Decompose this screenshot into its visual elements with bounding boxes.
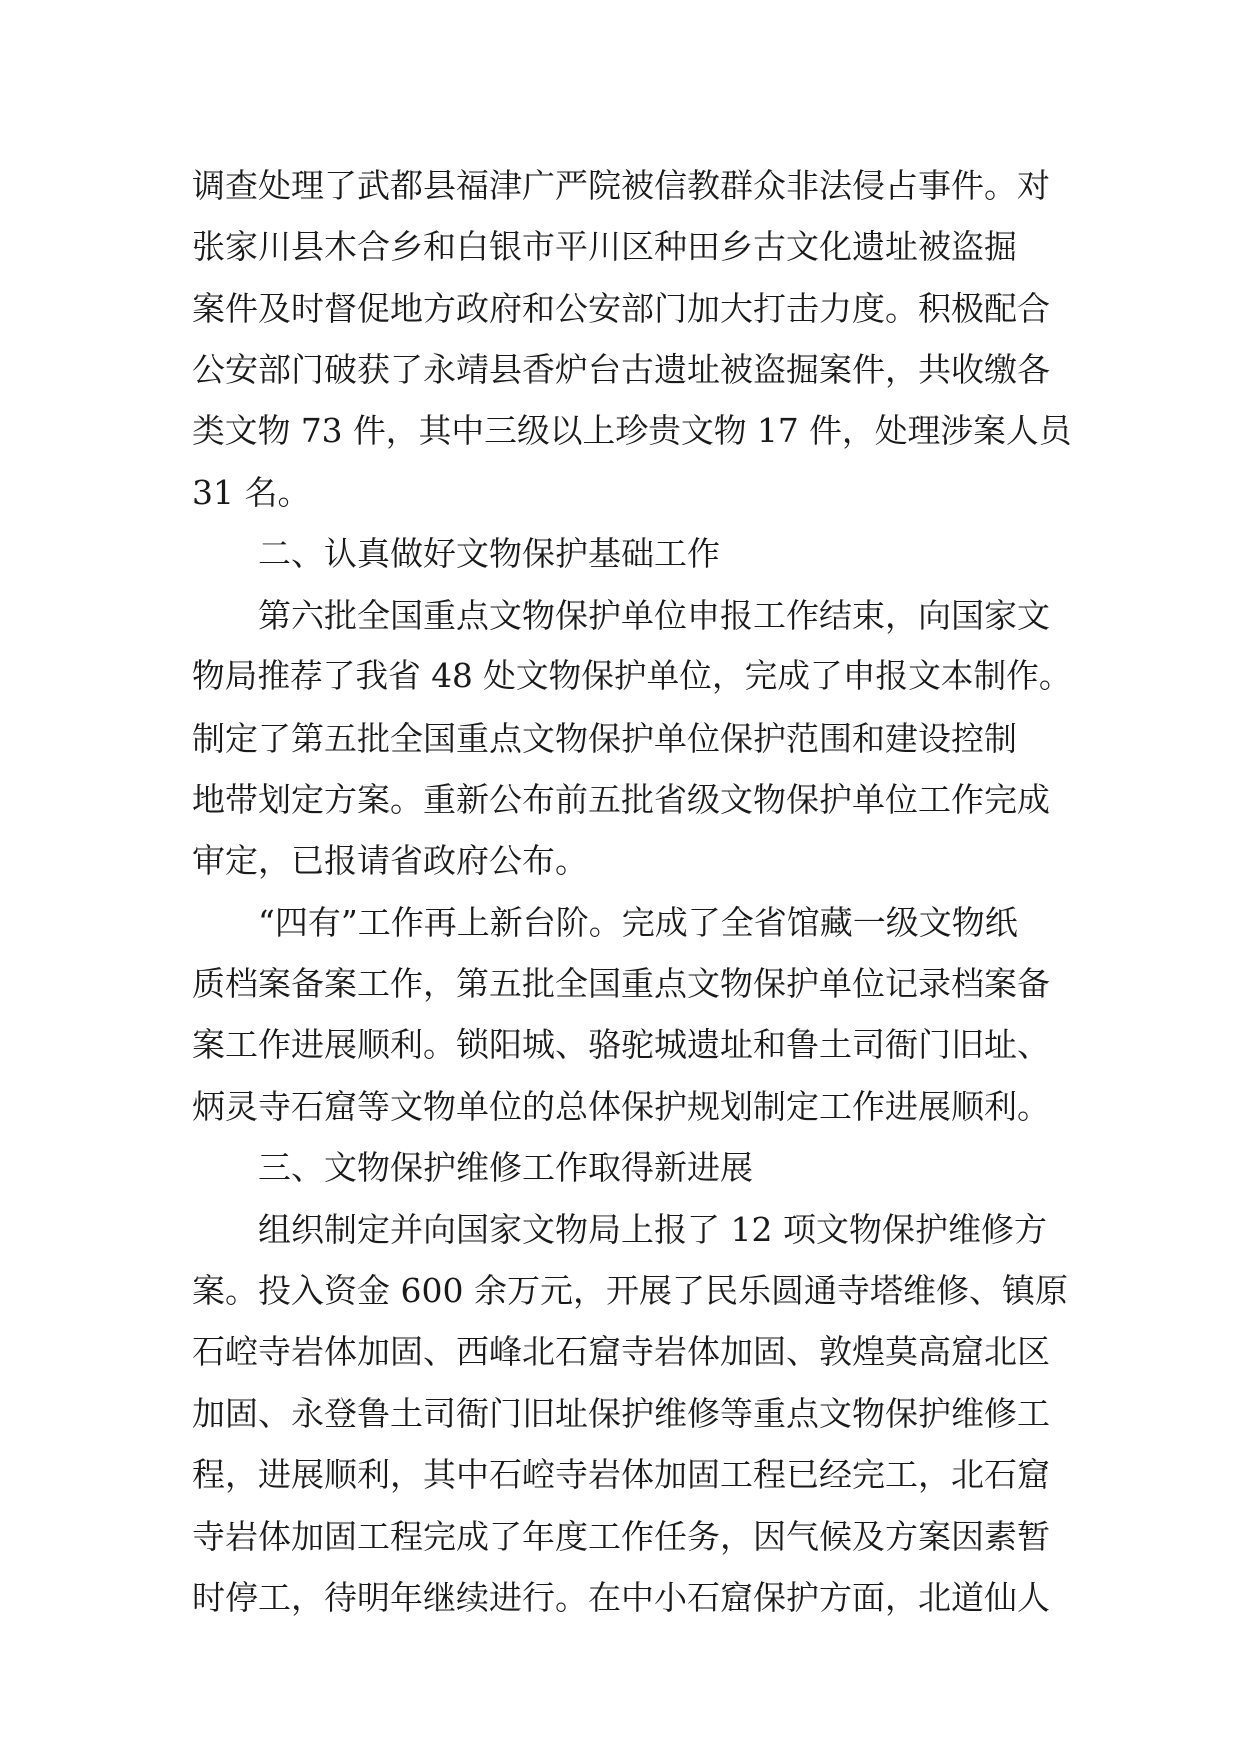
paragraph-first-line: “四有”工作再上新台阶。完成了全省馆藏一级文物纸 xyxy=(258,902,1018,942)
text-line: 案工作进展顺利。锁阳城、骆驼城遗址和鲁土司衙门旧址、 xyxy=(192,1025,1050,1065)
section-heading: 二、认真做好文物保护基础工作 xyxy=(258,534,720,574)
text-line: 制定了第五批全国重点文物保护单位保护范围和建设控制 xyxy=(192,718,1017,758)
text-line: 审定，已报请省政府公布。 xyxy=(192,841,588,881)
text-line: 质档案备案工作，第五批全国重点文物保护单位记录档案备 xyxy=(192,964,1050,1004)
paragraph-first-line: 第六批全国重点文物保护单位申报工作结束，向国家文 xyxy=(258,595,1050,635)
text-line: 物局推荐了我省 48 处文物保护单位，完成了申报文本制作。 xyxy=(192,657,1072,696)
document-body xyxy=(192,155,1072,1628)
text-line: 案。投入资金 600 余万元，开展了民乐圆通寺塔维修、镇原 xyxy=(192,1271,1068,1311)
section-heading: 三、文物保护维修工作取得新进展 xyxy=(258,1148,753,1188)
text-line: 调查处理了武都县福津广严院被信教群众非法侵占事件。对 xyxy=(192,166,1050,205)
text-line: 石崆寺岩体加固、西峰北石窟寺岩体加固、敦煌莫高窟北区 xyxy=(192,1332,1050,1372)
text-line: 寺岩体加固工程完成了年度工作任务，因气候及方案因素暂 xyxy=(192,1516,1050,1556)
text-line: 案件及时督促地方政府和公安部门加大打击力度。积极配合 xyxy=(192,288,1050,328)
text-line: 程，进展顺利，其中石崆寺岩体加固工程已经完工，北石窟 xyxy=(192,1455,1050,1495)
text-line: 31 名。 xyxy=(192,472,311,512)
text-line: 炳灵寺石窟等文物单位的总体保护规划制定工作进展顺利。 xyxy=(192,1086,1050,1126)
text-line: 加固、永登鲁土司衙门旧址保护维修等重点文物保护维修工 xyxy=(192,1393,1050,1433)
text-line: 地带划定方案。重新公布前五批省级文物保护单位工作完成 xyxy=(192,779,1050,819)
text-line: 类文物 73 件，其中三级以上珍贵文物 17 件，处理涉案人员 xyxy=(192,411,1072,450)
text-line: 张家川县木合乡和白银市平川区种田乡古文化遗址被盗掘 xyxy=(192,227,1017,267)
text-line: 时停工，待明年继续进行。在中小石窟保护方面，北道仙人 xyxy=(192,1577,1050,1617)
paragraph-first-line: 组织制定并向国家文物局上报了 12 项文物保护维修方 xyxy=(258,1209,1047,1249)
text-line: 公安部门破获了永靖县香炉台古遗址被盗掘案件，共收缴各 xyxy=(192,350,1050,390)
